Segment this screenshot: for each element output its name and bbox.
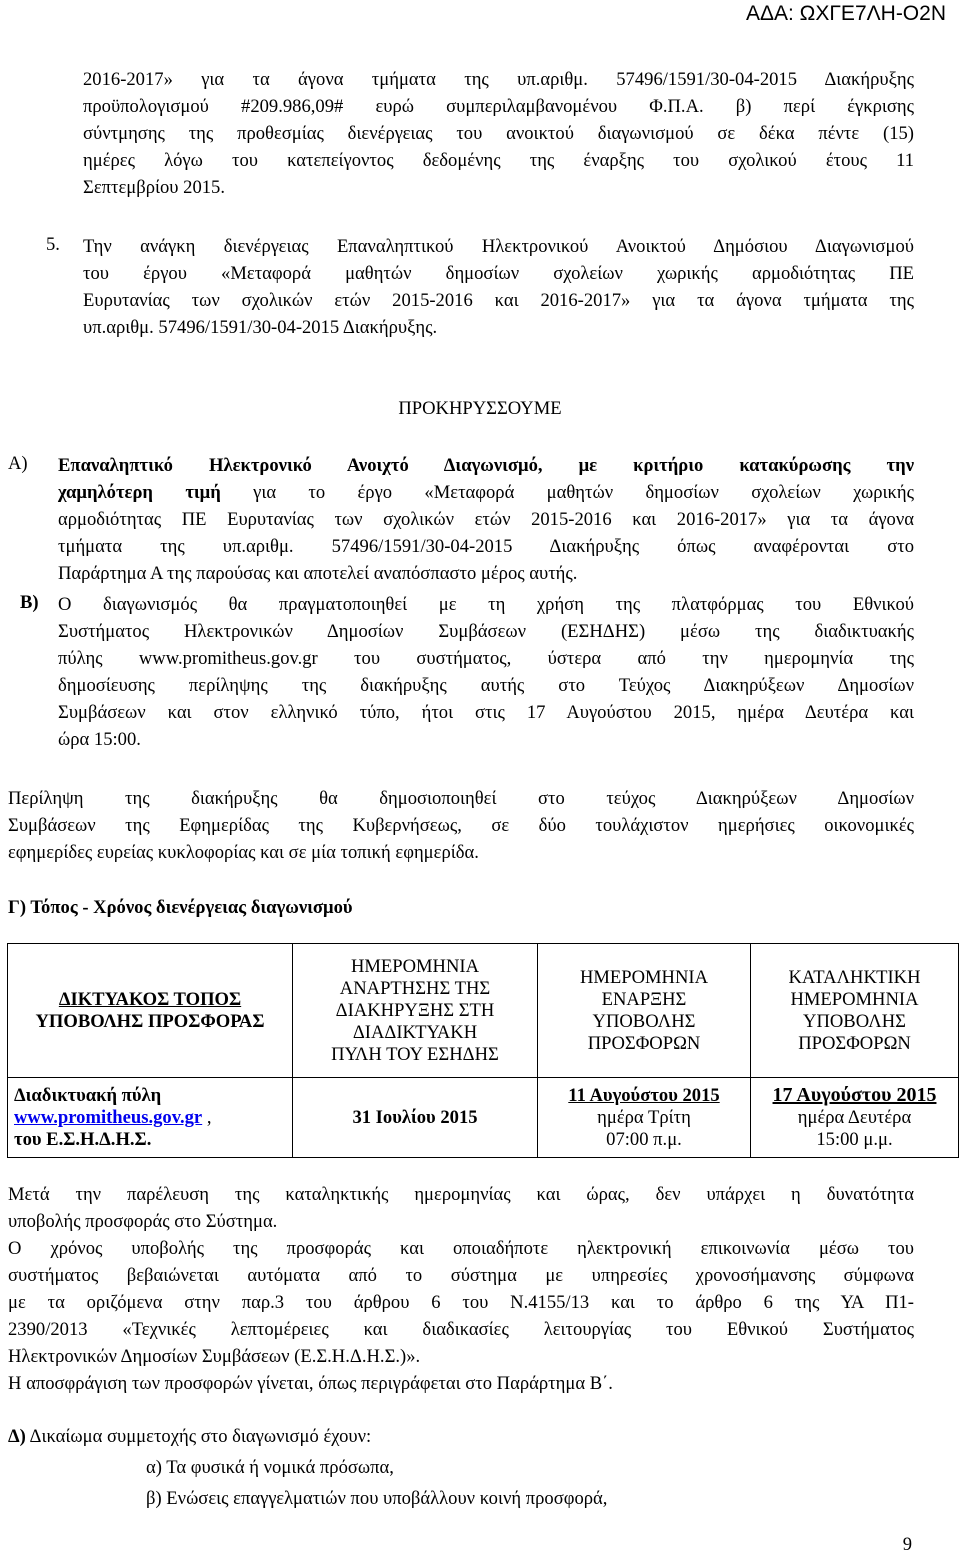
text-line: Συστήματος Ηλεκτρονικών Δημοσίων Συμβάσεων (ΕΣΗΔΗΣ) μέσω της διαδικτυακής (58, 621, 914, 642)
text-line: υπ.αριθμ. 57496/1591/30-04-2015 Διακήρυξης. (83, 317, 438, 338)
table-header-cell: ΗΜΕΡΟΜΗΝΙΑ ΑΝΑΡΤΗΣΗΣ ΤΗΣ ΔΙΑΚΗΡΥΞΗΣ ΣΤΗ ΔΙΑΔΙΚΤΥΑΚΗ ΠΥΛΗ ΤΟΥ ΕΣΗΔΗΣ (293, 944, 538, 1078)
text-line: Συμβάσεων και στον ελληνικό τύπο, ήτοι στις 17 Αυγούστου 2015, ημέρα Δευτέρα και (58, 702, 914, 723)
text-line: ημέρες λόγω του κατεπείγοντος δεδομένης της έναρξης του σχολικού έτους 11 (83, 150, 914, 171)
text-line: σύντμησης της προθεσμίας διενέργειας του ανοικτού διαγωνισμού σε δέκα πέντε (15) (83, 123, 914, 144)
text-line: εφημερίδες ευρείας κυκλοφορίας και σε μία τοπική εφημερίδα. (8, 842, 479, 863)
text-line: υποβολής προσφοράς στο Σύστημα. (8, 1211, 278, 1232)
text-line: προϋπολογισμού #209.986,09# ευρώ συμπεριλαμβανομένου Φ.Π.Α. β) περί έγκρισης (83, 96, 914, 117)
text-line: πύλης www.promitheus.gov.gr του συστήματος, ύστερα από την ημερομηνία της (58, 648, 914, 669)
list-item: β) Ενώσεις επαγγελματιών που υποβάλλουν κοινή προσφορά, (146, 1488, 608, 1509)
ada-code: ΑΔΑ: ΩΧΓΕ7ΛΗ-Ο2Ν (745, 2, 946, 25)
table-header-row (8, 944, 959, 1078)
schedule-table (7, 943, 959, 1158)
text-line: 2016-2017» για τα άγονα τμήματα της υπ.αριθμ. 57496/1591/30-04-2015 Διακήρυξης (83, 69, 914, 90)
text-line: Επαναληπτικό Ηλεκτρονικό Ανοιχτό Διαγωνισμό, με κριτήριο κατακύρωσης την (58, 455, 914, 476)
section-d-title: Δ) Δικαίωμα συμμετοχής στο διαγωνισμό έχουν: (8, 1426, 372, 1447)
table-row (8, 1078, 959, 1158)
text-line: Ηλεκτρονικών Δημοσίων Συμβάσεων (Ε.Σ.Η.Δ.Η.Σ.)». (8, 1346, 421, 1367)
text-line: 2390/2013 «Τεχνικές λεπτομέρειες και διαδικασίες λειτουργίας του Εθνικού Συστήματος (8, 1319, 914, 1340)
portal-link[interactable]: www.promitheus.gov.gr (14, 1106, 203, 1128)
list-item: α) Τα φυσικά ή νομικά πρόσωπα, (146, 1457, 394, 1478)
text-line: Ευρυτανίας των σχολικών ετών 2015-2016 και 2016-2017» για τα άγονα τμήματα της (83, 290, 914, 311)
text-line: με τα οριζόμενα στην παρ.3 του άρθρου 6 του Ν.4155/13 και το άρθρο 6 της ΥΑ Π1- (8, 1292, 914, 1313)
text-line: Μετά την παρέλευση της καταληκτικής ημερομηνίας και ώρας, δεν υπάρχει η δυνατότητα (8, 1184, 914, 1205)
end-date-cell: 17 Αυγούστου 2015 ημέρα Δευτέρα 15:00 μ.μ. (751, 1078, 959, 1158)
text-line: Η αποσφράγιση των προσφορών γίνεται, όπως περιγράφεται στο Παράρτημα Β΄. (8, 1373, 613, 1394)
text-line: χαμηλότερη τιμή για το έργο «Μεταφορά μαθητών δημοσίων σχολείων χωρικής (58, 482, 914, 503)
text-line: αρμοδιότητας ΠΕ Ευρυτανίας των σχολικών ετών 2015-2016 και 2016-2017» για τα άγονα (58, 509, 914, 530)
text-line: Ο διαγωνισμός θα πραγματοποιηθεί με τη χρήση της πλατφόρμας του Εθνικού (58, 594, 914, 615)
text-line: ώρα 15:00. (58, 729, 141, 750)
text-line: συστήματος βεβαιώνεται αυτόματα από το σύστημα με υπηρεσίες χρονοσήμανσης σύμφωνα (8, 1265, 914, 1286)
bold-phrase: χαμηλότερη τιμή (58, 482, 221, 503)
section-c-title: Γ) Τόπος - Χρόνος διενέργειας διαγωνισμού (8, 897, 353, 918)
portal-cell: Διαδικτυακή πύλη www.promitheus.gov.gr , του Ε.Σ.Η.Δ.Η.Σ. (8, 1078, 293, 1158)
text-line: Ο χρόνος υποβολής της προσφοράς και οποιαδήποτε ηλεκτρονική επικοινωνία μέσω του (8, 1238, 914, 1259)
proclamation-heading: ΠΡΟΚΗΡΥΣΣΟΥΜΕ (398, 398, 562, 419)
text-line: του έργου «Μεταφορά μαθητών δημοσίων σχολείων χωρικής αρμοδιότητας ΠΕ (83, 263, 914, 284)
text-line: Σεπτεμβρίου 2015. (83, 177, 225, 198)
page-number: 9 (902, 1534, 912, 1555)
text-line: Την ανάγκη διενέργειας Επαναληπτικού Ηλεκτρονικού Ανοικτού Δημόσιου Διαγωνισμού (83, 236, 914, 257)
text-line: Συμβάσεων της Εφημερίδας της Κυβερνήσεως, σε δύο τουλάχιστον ημερήσιες οικονομικές (8, 815, 914, 836)
section-label: Β) (20, 592, 39, 613)
table-header-cell: ΚΑΤΑΛΗΚΤΙΚΗ ΗΜΕΡΟΜΗΝΙΑ ΥΠΟΒΟΛΗΣ ΠΡΟΣΦΟΡΩΝ (751, 944, 959, 1078)
item-number: 5. (46, 234, 60, 255)
text-line: Παράρτημα Α της παρούσας και αποτελεί αναπόσπαστο μέρος αυτής. (58, 563, 578, 584)
text-line: Περίληψη της διακήρυξης θα δημοσιοποιηθεί στο τεύχος Διακηρύξεων Δημοσίων (8, 788, 914, 809)
text-line: τμήματα της υπ.αριθμ. 57496/1591/30-04-2015 Διακήρυξης όπως αναφέρονται στο (58, 536, 914, 557)
section-label: Α) (8, 453, 28, 474)
section-label: Δ) (8, 1426, 26, 1447)
text-line: δημοσίευσης περίληψης της διακήρυξης αυτής στο Τεύχος Διακηρύξεων Δημοσίων (58, 675, 914, 696)
table-header-cell: ΔΙΚΤΥΑΚΟΣ ΤΟΠΟΣ ΥΠΟΒΟΛΗΣ ΠΡΟΣΦΟΡΑΣ (8, 944, 293, 1078)
post-date-cell: 31 Ιουλίου 2015 (293, 1078, 538, 1158)
table-header-cell: ΗΜΕΡΟΜΗΝΙΑ ΕΝΑΡΞΗΣ ΥΠΟΒΟΛΗΣ ΠΡΟΣΦΟΡΩΝ (538, 944, 751, 1078)
start-date-cell: 11 Αυγούστου 2015 ημέρα Τρίτη 07:00 π.μ. (538, 1078, 751, 1158)
